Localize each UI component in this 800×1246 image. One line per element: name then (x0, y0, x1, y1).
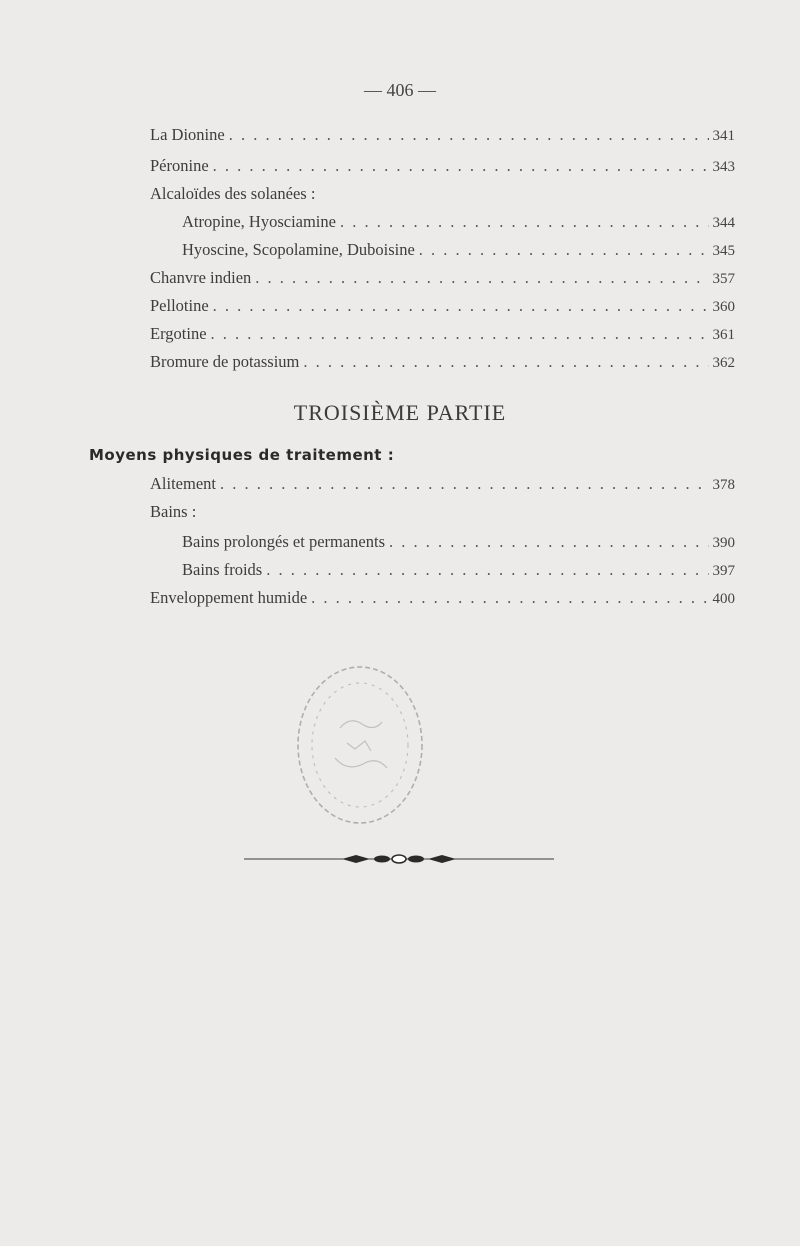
toc-entry (150, 474, 735, 494)
toc-entry-page: 397 (712, 563, 735, 579)
toc-group-heading (150, 502, 196, 522)
toc-entry (150, 588, 735, 608)
leader-dots (389, 532, 709, 552)
leader-dots (266, 560, 708, 580)
library-stamp-icon (285, 658, 435, 833)
toc-entry (150, 296, 735, 316)
toc-entry-label: Péronine (150, 156, 209, 175)
leader-dots (213, 296, 709, 316)
leader-dots (340, 212, 709, 232)
toc-entry (182, 240, 735, 260)
toc-entry (182, 532, 735, 552)
toc-entry-label: Bromure de potassium (150, 352, 300, 371)
toc-entry-page: 390 (712, 535, 735, 551)
leader-dots (303, 352, 708, 372)
toc-entry-page: 357 (712, 271, 735, 287)
toc-entry (182, 560, 735, 580)
toc-entry-label: La Dionine (150, 125, 225, 144)
toc-entry-page: 344 (712, 215, 735, 231)
leader-dots (213, 156, 709, 176)
toc-entry-label: Hyoscine, Scopolamine, Duboisine (182, 240, 415, 259)
leader-dots (220, 474, 709, 494)
leader-dots (311, 588, 708, 608)
toc-entry (182, 212, 735, 232)
toc-entry (150, 268, 735, 288)
leader-dots (211, 324, 709, 344)
toc-entry-label: Bains : (150, 502, 197, 521)
toc-entry-page: 378 (712, 477, 735, 493)
toc-entry (150, 156, 735, 176)
toc-entry-label: Ergotine (150, 324, 207, 343)
toc-entry-page: 400 (712, 591, 735, 607)
toc-entry (150, 352, 735, 372)
toc-entry-label: Alcaloïdes des solanées : (150, 184, 316, 203)
toc-entry-page: 361 (712, 327, 735, 343)
toc-entry-page: 362 (712, 355, 735, 371)
page-number: — 406 — (364, 80, 436, 100)
subsection-title: Moyens physiques de traitement : (89, 446, 395, 464)
toc-entry-page: 345 (712, 243, 735, 259)
toc-entry-label: Enveloppement humide (150, 588, 308, 607)
toc-entry-label: Pellotine (150, 296, 209, 315)
toc-group-heading (150, 184, 315, 204)
leader-dots (229, 125, 709, 145)
end-ornament (244, 852, 554, 866)
toc-entry-label: Alitement (150, 474, 216, 493)
toc-entry-page: 360 (712, 299, 735, 315)
toc-entry-label: Chanvre indien (150, 268, 252, 287)
toc-entry (150, 125, 735, 145)
toc-entry-label: Atropine, Hyosciamine (182, 212, 336, 231)
toc-entry-label: Bains prolongés et permanents (182, 532, 385, 551)
toc-entry-page: 341 (712, 128, 735, 144)
toc-entry (150, 324, 735, 344)
leader-dots (419, 240, 709, 260)
toc-entry-label: Bains froids (182, 560, 263, 579)
section-title: TROISIÈME PARTIE (293, 400, 507, 425)
toc-entry-page: 343 (712, 159, 735, 175)
leader-dots (255, 268, 708, 288)
